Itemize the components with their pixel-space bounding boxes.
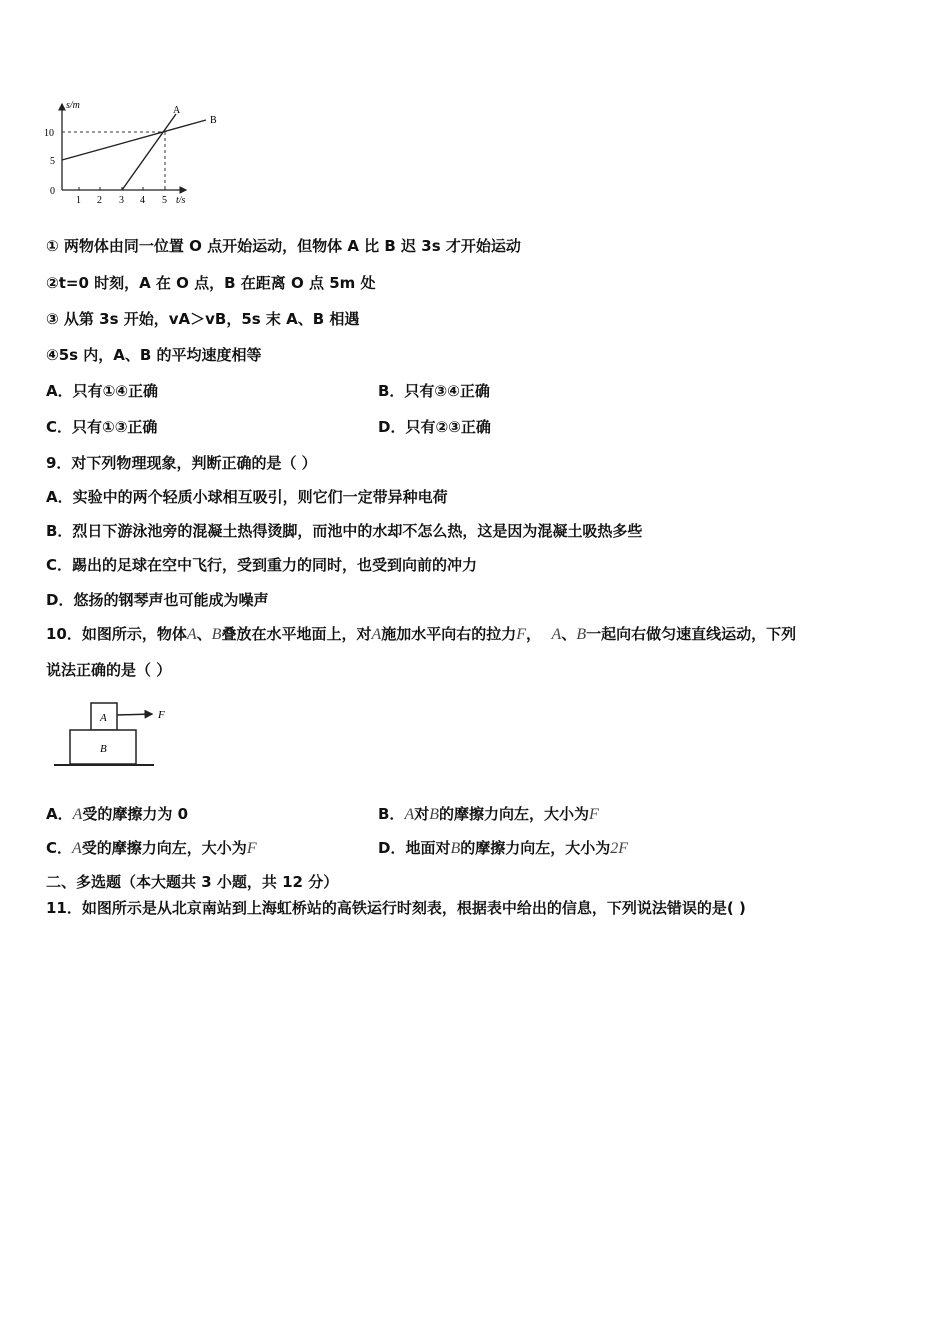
x-tick-4: 4 bbox=[140, 195, 145, 206]
q10-option-d: D．地面对B的摩擦力向左，大小为2F bbox=[378, 839, 629, 857]
q8-option-a: A．只有①④正确 bbox=[46, 382, 159, 400]
line-a bbox=[122, 114, 176, 190]
statement-2: ②t=0 时刻，A 在 O 点，B 在距离 O 点 5m 处 bbox=[46, 274, 376, 292]
q8-option-d: D．只有②③正确 bbox=[378, 418, 491, 436]
stacked-blocks-figure bbox=[50, 700, 170, 772]
q9-option-c: C．踢出的足球在空中飞行，受到重力的同时，也受到向前的冲力 bbox=[46, 556, 478, 574]
statement-4: ④5s 内，A、B 的平均速度相等 bbox=[46, 346, 262, 364]
q10-option-c: C．A受的摩擦力向左，大小为F bbox=[46, 839, 257, 857]
block-b-label: B bbox=[100, 743, 107, 755]
line-b-label: B bbox=[210, 115, 217, 126]
x-tick-1: 1 bbox=[76, 195, 81, 206]
y-tick-5: 5 bbox=[50, 156, 55, 167]
force-label: F bbox=[158, 709, 165, 721]
q11-stem: 11．如图所示是从北京南站到上海虹桥站的高铁运行时刻表，根据表中给出的信息，下列说法错误的是( ) bbox=[46, 899, 746, 917]
x-tick-3: 3 bbox=[119, 195, 124, 206]
q9-option-d: D．悠扬的钢琴声也可能成为噪声 bbox=[46, 591, 269, 609]
line-b bbox=[62, 120, 206, 160]
q10-stem: 10．如图所示，物体A、B叠放在水平地面上，对A施加水平向右的拉力F， A、B一起向右做匀速直线运动，下列 bbox=[46, 625, 797, 643]
q10-option-a: A．A受的摩擦力为 0 bbox=[46, 805, 189, 823]
q8-option-b: B．只有③④正确 bbox=[378, 382, 490, 400]
force-arrow bbox=[117, 714, 152, 715]
block-a-label: A bbox=[100, 712, 107, 724]
x-tick-2: 2 bbox=[97, 195, 102, 206]
q10-stem-line-2: 说法正确的是（ ） bbox=[46, 661, 172, 679]
x-axis-label: t/s bbox=[176, 195, 186, 206]
y-tick-0: 0 bbox=[50, 186, 55, 197]
y-axis-label: s/m bbox=[66, 100, 80, 111]
s-t-graph bbox=[40, 96, 230, 211]
statement-3: ③ 从第 3s 开始，vA＞vB，5s 末 A、B 相遇 bbox=[46, 310, 360, 328]
q9-option-b: B．烈日下游泳池旁的混凝土热得烫脚，而池中的水却不怎么热，这是因为混凝土吸热多些 bbox=[46, 522, 643, 540]
statement-1: ① 两物体由同一位置 O 点开始运动，但物体 A 比 B 迟 3s 才开始运动 bbox=[46, 237, 521, 255]
q10-option-b: B．A对B的摩擦力向左，大小为F bbox=[378, 805, 599, 823]
y-tick-10: 10 bbox=[44, 128, 54, 139]
q9-stem: 9．对下列物理现象，判断正确的是（ ） bbox=[46, 454, 317, 472]
q9-option-a: A．实验中的两个轻质小球相互吸引，则它们一定带异种电荷 bbox=[46, 488, 448, 506]
section-2-heading: 二、多选题（本大题共 3 小题，共 12 分） bbox=[46, 873, 339, 891]
line-a-label: A bbox=[173, 105, 181, 116]
x-tick-5: 5 bbox=[162, 195, 167, 206]
q8-option-c: C．只有①③正确 bbox=[46, 418, 158, 436]
